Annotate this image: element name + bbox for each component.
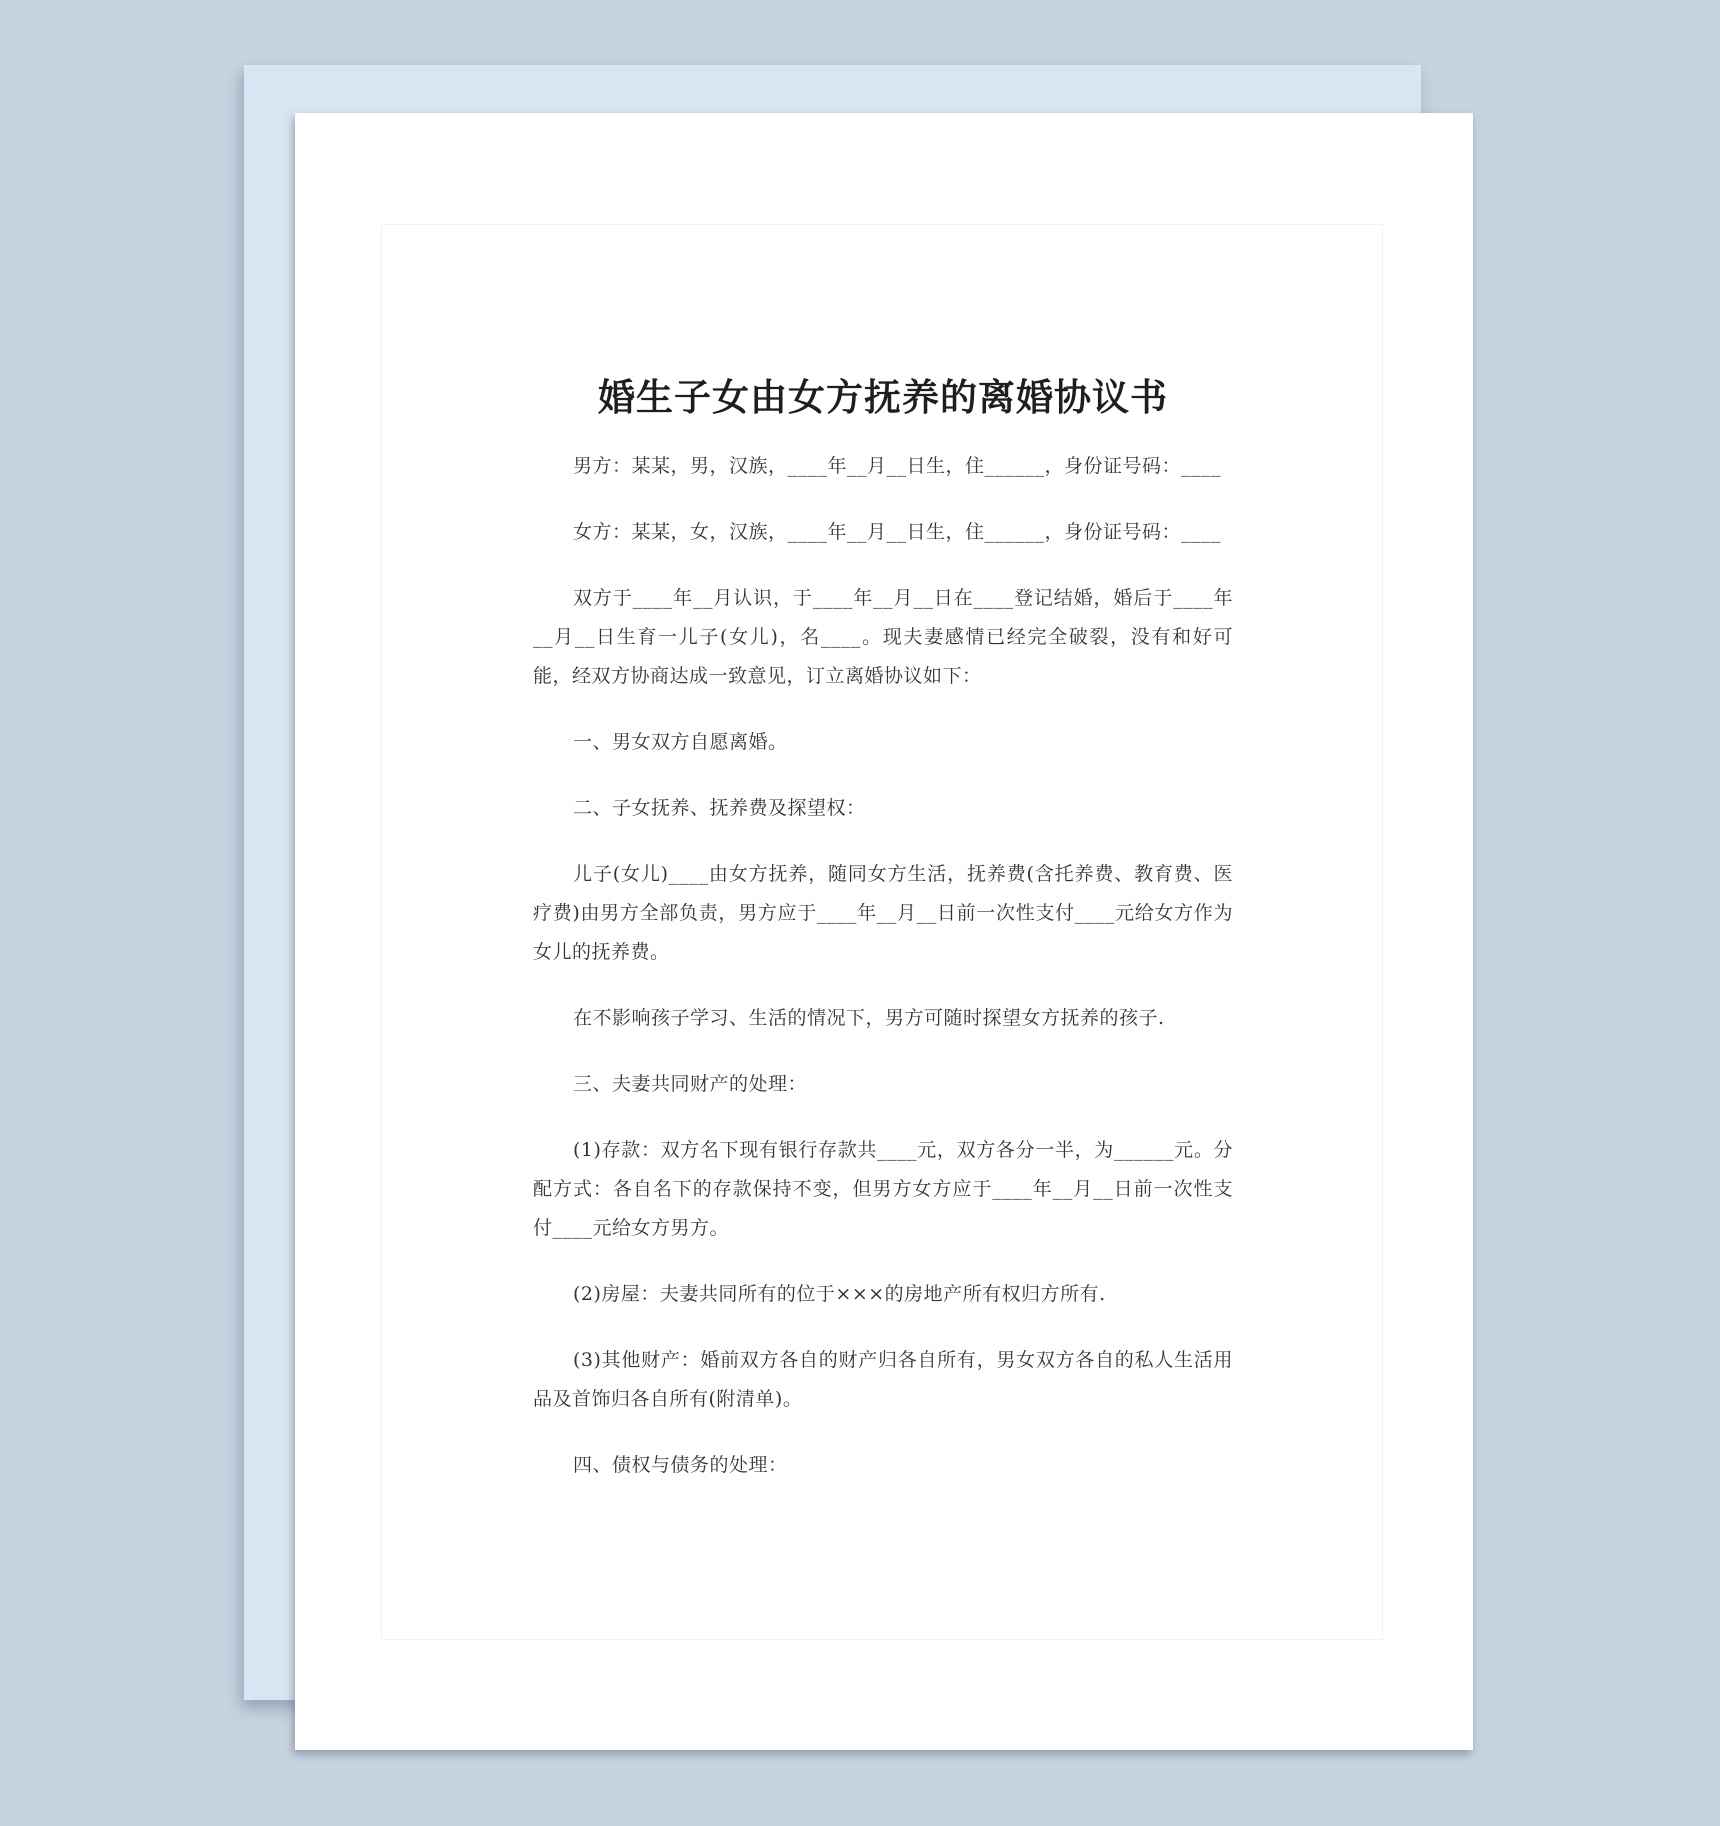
clause-2-visitation: 在不影响孩子学习、生活的情况下，男方可随时探望女方抚养的孩子. — [573, 1007, 1165, 1029]
front-page-sheet — [295, 113, 1473, 1750]
paragraph-male-party: 男方：某某，男，汉族，____年__月__日生，住______，身份证号码：____ — [573, 455, 1222, 477]
clause-4-heading: 四、债权与债务的处理： — [573, 1454, 788, 1476]
clause-1-heading: 一、男女双方自愿离婚。 — [573, 731, 788, 753]
clause-3-house: (2)房屋：夫妻共同所有的位于×××的房地产所有权归方所有. — [573, 1283, 1106, 1305]
document-body — [533, 371, 1233, 1512]
document-title: 婚生子女由女方抚养的离婚协议书 — [598, 375, 1168, 419]
clause-3-heading: 三、夫妻共同财产的处理： — [573, 1073, 808, 1095]
clause-3-deposits: (1)存款：双方名下现有银行存款共____元，双方各分一半，为______元。分配方式：各自名下的存款保持不变，但男方女方应于____年__月__日前一次性支付____元给女方男方。 — [533, 1139, 1233, 1239]
paragraph-female-party: 女方：某某，女，汉族，____年__月__日生，住______，身份证号码：____ — [573, 521, 1222, 543]
paragraph-background: 双方于____年__月认识，于____年__月__日在____登记结婚，婚后于____年__月__日生育一儿子(女儿)，名____。现夫妻感情已经完全破裂，没有和好可能，经双方协商达成一致意见，订立离婚协议如下： — [533, 587, 1233, 687]
clause-2-custody: 儿子(女儿)____由女方抚养，随同女方生活，抚养费(含托养费、教育费、医疗费)由男方全部负责，男方应于____年__月__日前一次性支付____元给女方作为女儿的抚养费。 — [533, 863, 1233, 963]
clause-3-other-property: (3)其他财产：婚前双方各自的财产归各自所有，男女双方各自的私人生活用品及首饰归各自所有(附清单)。 — [533, 1349, 1233, 1410]
clause-2-heading: 二、子女抚养、抚养费及探望权： — [573, 797, 866, 819]
